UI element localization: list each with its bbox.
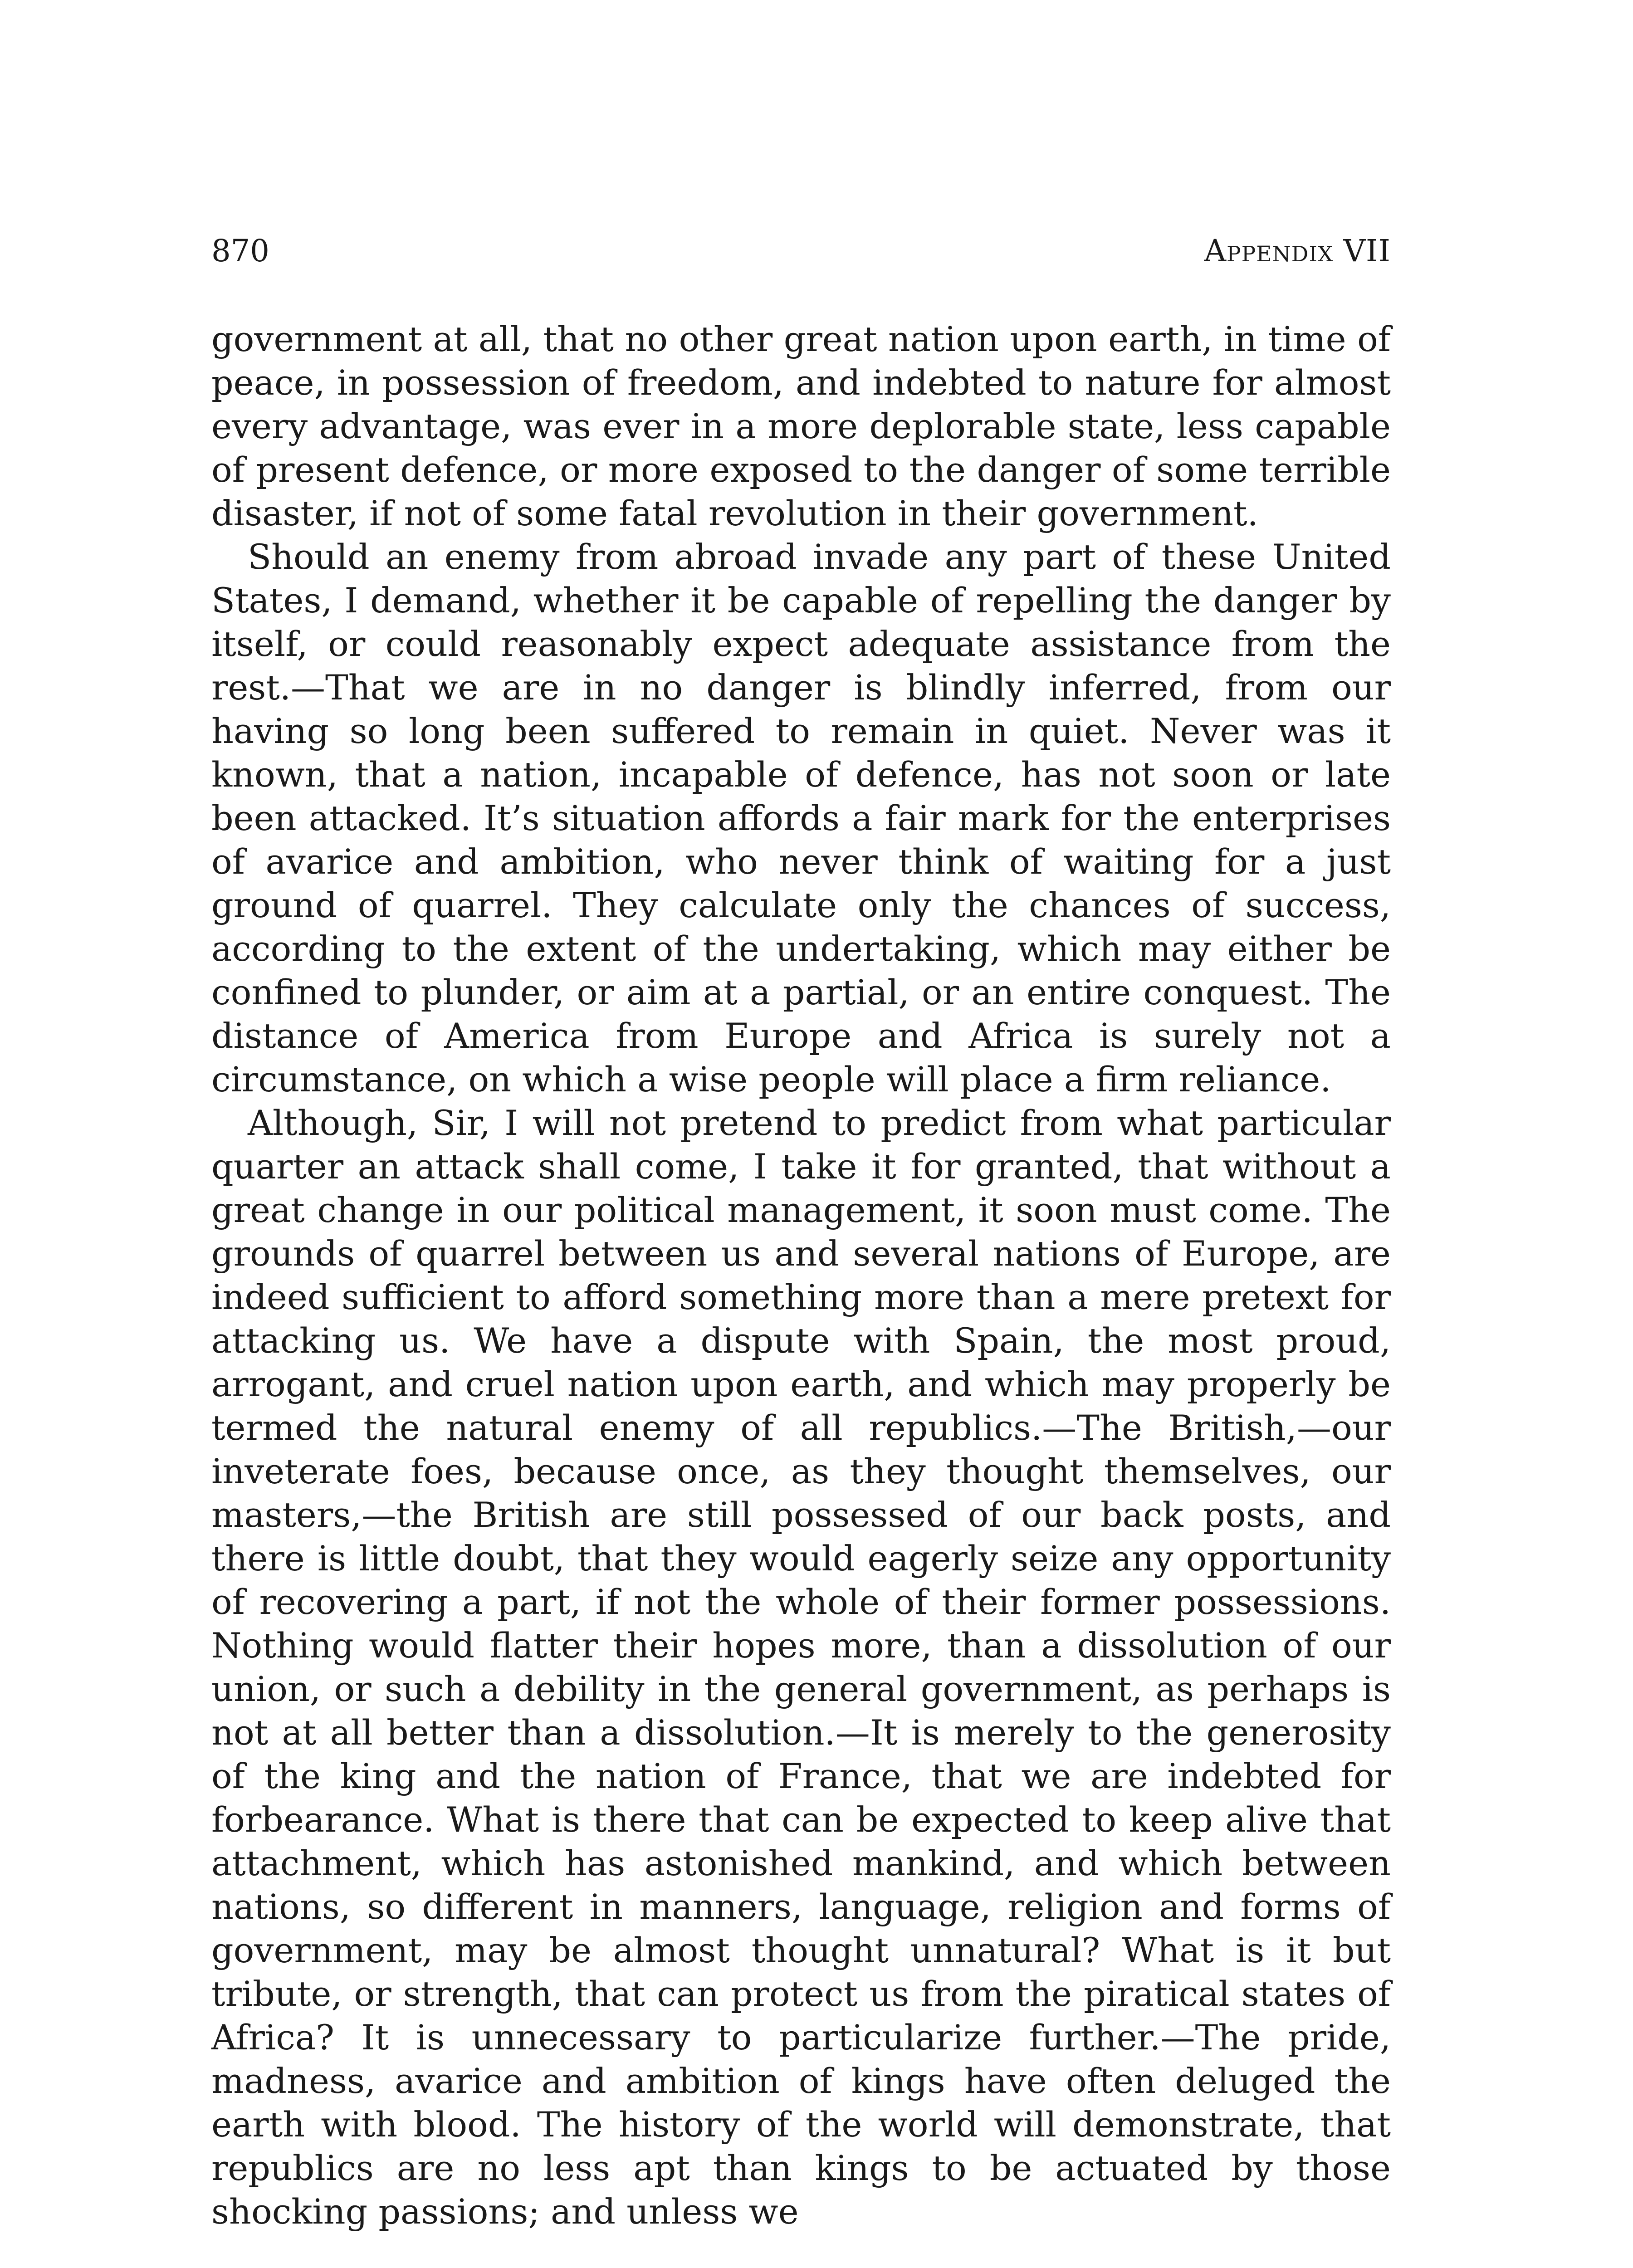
running-head: [211, 230, 1391, 271]
paragraph-continuation: government at all, that no other great nation upon earth, in time of peace, in possession of freedom, and indebted to nature for almost every advantage, was ever in a more deplorable state, less capable of present defence, or more exposed to the danger of some terrible disaster, if not of some fatal revolution in their government.: [211, 319, 1391, 533]
page-number: 870: [211, 233, 269, 269]
paragraph-quarrel-nations: Although, Sir, I will not pretend to predict from what particular quarter an attack shall come, I take it for granted, that without a great change in our political management, it soon must come. The grounds of quarrel between us and several nations of Europe, are indeed sufficient to afford something more than a mere pretext for attacking us. We have a dispute with Spain, the most proud, arrogant, and cruel nation upon earth, and which may properly be termed the natural enemy of all republics.—The British,—our inveterate foes, because once, as they thought themselves, our masters,—the British are still possessed of our back posts, and there is little doubt, that they would eagerly seize any opportunity of recovering a part, if not the whole of their former possessions. Nothing would flatter their hopes more, than a dissolution of our union, or such a debility in the general government, as perhaps is not at all better than a dissolution.—It is merely to the generosity of the king and the nation of France, that we are indebted for forbearance. What is there that can be expected to keep alive that attachment, which has astonished mankind, and which between nations, so different in manners, language, religion and forms of government, may be almost thought unnatural? What is it but tribute, or strength, that can protect us from the piratical states of Africa? It is unnecessary to particularize further.—The pride, madness, avarice and ambition of kings have often deluged the earth with blood. The history of the world will demonstrate, that republics are no less apt than kings to be actuated by those shocking passions; and unless we: [211, 1103, 1391, 2232]
paragraph-enemy-invasion: Should an enemy from abroad invade any part of these United States, I demand, whether it be capable of repelling the danger by itself, or could reasonably expect adequate assistance from the rest.—That we are in no danger is blindly inferred, from our having so long been suffered to remain in quiet. Never was it known, that a nation, incapable of defence, has not soon or late been attacked. It’s situation affords a fair mark for the enterprises of avarice and ambition, who never think of waiting for a just ground of quarrel. They calculate only the chances of success, according to the extent of the undertaking, which may either be confined to plunder, or aim at a partial, or an entire conquest. The distance of America from Europe and Africa is surely not a circumstance, on which a wise people will place a firm reliance.: [211, 537, 1391, 1100]
body-text: [211, 318, 1391, 2234]
running-title: Appendix VII: [1204, 233, 1391, 269]
